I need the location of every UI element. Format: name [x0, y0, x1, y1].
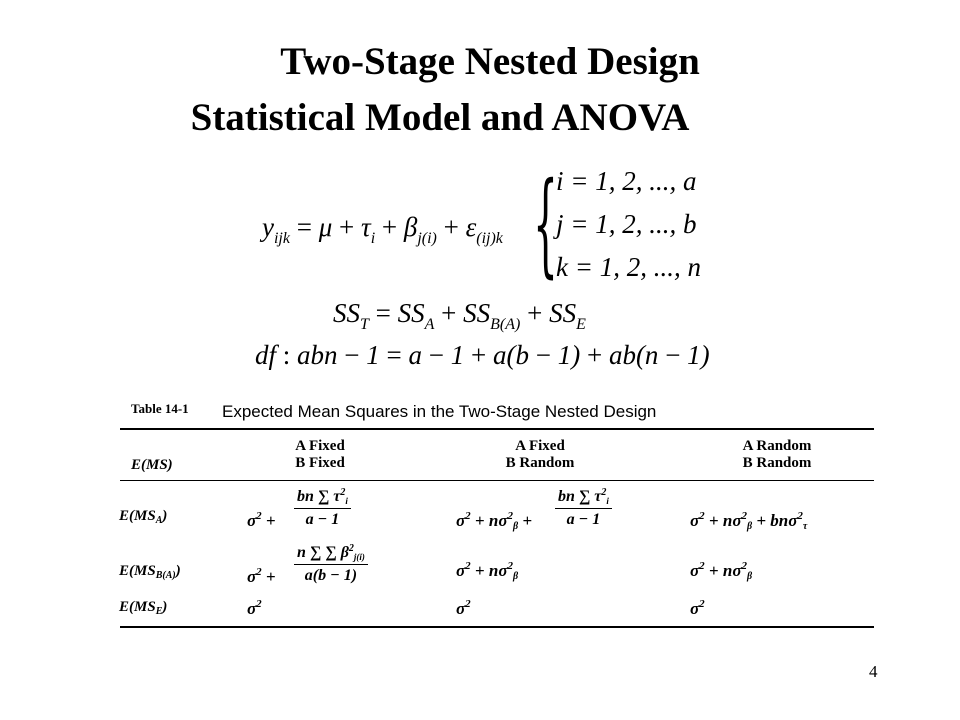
cell-mse-random-random: $\sigma^2$ [690, 598, 705, 618]
table-number: Table 14-1 [131, 401, 189, 416]
table-header-rule [120, 480, 874, 481]
column-header-line: B Fixed [295, 455, 345, 471]
condition-i: i = 1, 2, ..., a [556, 166, 697, 196]
cell-msba-random-random: $\sigma^2 + n\sigma^2_\beta$ [690, 560, 753, 582]
cell-mse-fixed-random: $\sigma^2$ [456, 598, 471, 618]
row-label-ms-b-a: $E(MS_{B(A)})$ [119, 563, 181, 581]
header-row-label: E(MS) [131, 457, 173, 473]
column-header-line: B Random [505, 455, 575, 471]
column-header-line: A Fixed [295, 438, 345, 454]
column-header-line: B Random [742, 455, 812, 471]
cell-msa-fixed-fixed-fraction: $\frac{bn \sum \tau^2_i}{a - 1}$ [294, 487, 351, 529]
condition-k: k = 1, 2, ..., n [556, 252, 701, 282]
column-header-random-random [722, 438, 832, 472]
column-header-fixed-fixed [270, 438, 370, 472]
cell-msa-random-random: $\sigma^2 + n\sigma^2_\beta + bn\sigma^2_\tau$ [690, 510, 808, 532]
condition-brace: { [533, 159, 558, 289]
cell-msba-fixed-random: $\sigma^2 + n\sigma^2_\beta$ [456, 560, 519, 582]
slide-title-line-2: Statistical Model and ANOVA [190, 96, 690, 139]
cell-msba-fixed-fixed-prefix: $\sigma^2$ + [247, 566, 276, 586]
row-label-ms-e: $E(MS_E)$ [119, 599, 168, 617]
table-bottom-rule [120, 626, 874, 628]
column-header-fixed-random [490, 438, 590, 472]
table-top-rule [120, 428, 874, 430]
cell-mse-fixed-fixed: $\sigma^2$ [247, 598, 262, 618]
sum-of-squares-equation: $SS_T = SS_A + SS_{B(A)} + SS_E$ [333, 298, 586, 333]
page-number: 4 [869, 662, 878, 681]
column-header-line: A Random [742, 438, 812, 454]
cell-msa-fixed-random-fraction: $\frac{bn \sum \tau^2_i}{a - 1}$ [555, 487, 612, 529]
cell-msba-fixed-fixed-fraction: $\frac{n \sum \sum \beta^2_{j(i)}}{a(b - 1)}$ [294, 543, 368, 585]
cell-msa-fixed-fixed-prefix: $\sigma^2$ + [247, 510, 276, 530]
column-header-line: A Fixed [515, 438, 565, 454]
condition-j: j = 1, 2, ..., b [556, 209, 697, 239]
model-equation: $y_{ijk} = \mu + \tau_i + \beta_{j(i)} + \varepsilon_{(ij)k}$ [262, 212, 503, 247]
row-label-ms-a: $E(MS_A)$ [119, 508, 168, 526]
table-caption: Expected Mean Squares in the Two-Stage Nested Design [222, 402, 657, 421]
slide-title-line-1: Two-Stage Nested Design [280, 40, 700, 83]
degrees-of-freedom-equation: df : abn − 1 = a − 1 + a(b − 1) + ab(n − 1) [255, 340, 710, 370]
cell-msa-fixed-random-prefix: $\sigma^2 + n\sigma^2_\beta$ + [456, 510, 533, 532]
